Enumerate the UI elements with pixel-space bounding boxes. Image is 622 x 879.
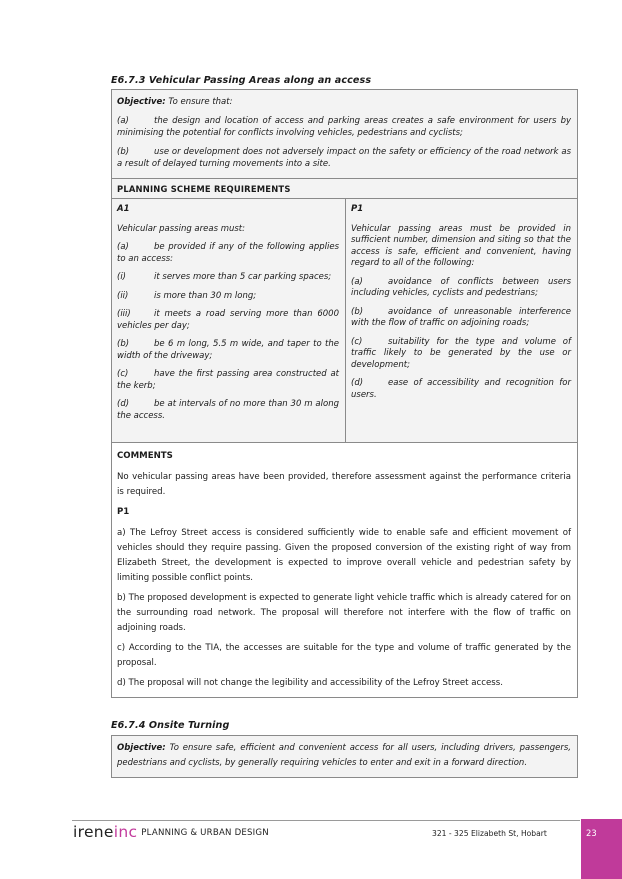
a1-heading: A1 — [117, 204, 130, 214]
comment-b: b) The proposed development is expected to generate light vehicle traffic which is already catered for on the surrounding road network. The proposal will therefore not interfere with the flow of traffic on adjoining roads. — [117, 593, 571, 633]
p1-item-a: (a) avoidance of conflicts between users including vehicles, cyclists and pedestrians; — [351, 276, 571, 298]
objective-block — [112, 90, 577, 170]
a1-item-d: (d) be at intervals of no more than 30 m along the access. — [117, 399, 339, 421]
logo-tagline: PLANNING & URBAN DESIGN — [141, 828, 269, 838]
a1-intro: Vehicular passing areas must: — [117, 223, 245, 234]
comments-heading: COMMENTS — [117, 451, 173, 461]
requirements-columns — [112, 199, 577, 442]
onsite-turning-objective-box — [111, 735, 578, 778]
a1-item-ii: (ii) is more than 30 m long; — [117, 290, 257, 301]
a1-item-iii: (iii) it meets a road serving more than 6000 vehicles per day; — [117, 309, 339, 331]
comments-p1-heading: P1 — [117, 507, 130, 517]
comment-d: d) The proposal will not change the legibility and accessibility of the Lefroy Street access. — [117, 678, 503, 688]
p1-item-b: (b) avoidance of unreasonable interference with the flow of traffic on adjoining roads; — [351, 306, 571, 328]
p1-heading: P1 — [351, 204, 364, 214]
onsite-objective-label: Objective: — [117, 743, 166, 753]
a1-item-a: (a) be provided if any of the following applies to an access: — [117, 242, 339, 264]
footer-logo — [73, 823, 269, 841]
a1-item-i: (i) it serves more than 5 car parking spaces; — [117, 272, 332, 282]
footer-divider — [72, 820, 580, 821]
a1-item-c: (c) have the first passing area constructed at the kerb; — [117, 369, 339, 391]
comment-c: c) According to the TIA, the accesses are suitable for the type and volume of traffic generated by the proposal. — [117, 643, 571, 668]
page-number: 23 — [586, 828, 597, 838]
p1-item-c: (c) suitability for the type and volume of traffic likely to be generated by the use or development; — [351, 336, 571, 370]
objective-label: Objective: — [117, 97, 166, 107]
section-title-e6-7-4: E6.7.4 Onsite Turning — [111, 720, 230, 731]
a1-item-b: (b) be 6 m long, 5.5 m wide, and taper to the width of the driveway; — [117, 339, 339, 361]
comments-section — [112, 442, 577, 697]
acceptable-solution-a1 — [112, 199, 346, 442]
passing-areas-table — [111, 89, 578, 698]
performance-criteria-p1 — [346, 199, 577, 442]
footer-address: 321 - 325 Elizabeth St, Hobart — [432, 829, 547, 838]
objective-intro: To ensure that: — [165, 97, 233, 107]
section-title-e6-7-3: E6.7.3 Vehicular Passing Areas along an access — [111, 75, 372, 86]
onsite-turning-objective — [112, 736, 577, 777]
onsite-objective-text: To ensure safe, efficient and convenient access for all users, including drivers, passengers, pedestrians and cyclists, by generally requiring vehicles to enter and exit in a forward direction. — [117, 743, 571, 768]
logo-text-inc: inc — [113, 823, 138, 841]
logo-text-irene: irene — [73, 823, 114, 841]
requirements-heading: PLANNING SCHEME REQUIREMENTS — [112, 178, 577, 199]
objective-item-b: (b) use or development does not adversely impact on the safety or efficiency of the road network as a result of delayed turning movements into a site. — [117, 147, 571, 169]
comments-intro: No vehicular passing areas have been provided, therefore assessment against the performance criteria is required. — [117, 472, 571, 497]
p1-intro: Vehicular passing areas must be provided in sufficient number, dimension and siting so that the access is safe, efficient and convenient, having regard to all of the following: — [351, 223, 571, 268]
objective-item-a: (a) the design and location of access and parking areas creates a safe environment for users by minimising the potential for conflicts involving vehicles, pedestrians and cyclists; — [117, 116, 571, 138]
comment-a: a) The Lefroy Street access is considered sufficiently wide to enable safe and efficient movement of vehicles should they require passing. Given the proposed conversion of the existing right of way from Elizabeth Street, the development is expected to improve overall vehicle and pedestrian safety by limiting possible conflict points. — [117, 528, 571, 583]
p1-item-d: (d) ease of accessibility and recognition for users. — [351, 378, 571, 400]
